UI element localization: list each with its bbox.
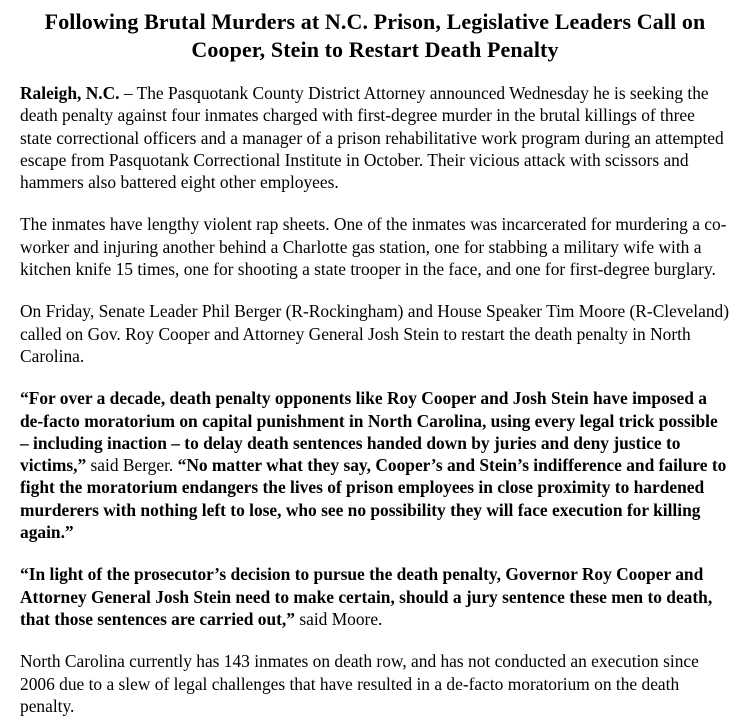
berger-quote-2: “No matter what they say, Cooper’s and Stein’s indifference and failure to fight the moratorium endangers the lives of prison employees in close proximity to hardened murderers with nothing left to lose, who see no possibility they will face execution for killing again.”	[20, 455, 727, 543]
paragraph-intro	[20, 82, 730, 193]
paragraph-rap-sheets	[20, 213, 730, 280]
paragraph-leaders-call-body: On Friday, Senate Leader Phil Berger (R-Rockingham) and House Speaker Tim Moore (R-Cleveland) called on Gov. Roy Cooper and Attorney General Josh Stein to restart the death penalty in North Carolina.	[20, 301, 729, 366]
paragraph-leaders-call	[20, 300, 730, 367]
headline-line-1: Following Brutal Murders at N.C. Prison, Legislative Leaders Call on	[44, 9, 706, 34]
dateline: Raleigh, N.C.	[20, 83, 120, 103]
moore-attribution: said Moore.	[294, 608, 383, 629]
berger-attribution: said Berger.	[86, 455, 178, 476]
headline-line-2: Cooper, Stein to Restart Death Penalty	[191, 37, 559, 62]
headline	[20, 8, 730, 64]
paragraph-rap-sheets-body: The inmates have lengthy violent rap sheets. One of the inmates was incarcerated for murdering a co-worker and injuring another behind a Charlotte gas station, one for stabbing a military wife with a kitchen knife 15 times, one for shooting a state trooper in the face, and one for first-degree burglary.	[20, 214, 727, 280]
moore-quote: “In light of the prosecutor’s decision to pursue the death penalty, Governor Roy Cooper and Attorney General Josh Stein need to make certain, should a jury sentence these men to death, that those sentences are carried out,”	[20, 564, 713, 629]
paragraph-moore-quote	[20, 563, 730, 630]
paragraph-berger-quote	[20, 387, 730, 543]
paragraph-intro-body: – The Pasquotank County District Attorney announced Wednesday he is seeking the death penalty against four inmates charged with first-degree murder in the brutal killings of three state correctional officers and a manager of a prison rehabilitative work program during an attempted escape from Pasquotank Correctional Institute in October. Their vicious attack with scissors and hammers also battered eight other employees.	[20, 83, 724, 193]
berger-quote-1: “For over a decade, death penalty opponents like Roy Cooper and Josh Stein have imposed a de-facto moratorium on capital punishment in North Carolina, using every legal trick possible – including inaction – to delay death sentences handed down by juries and deny justice to victims,”	[20, 388, 718, 476]
paragraph-death-row-stats	[20, 650, 730, 717]
paragraph-death-row-stats-body: North Carolina currently has 143 inmates on death row, and has not conducted an execution since 2006 due to a slew of legal challenges that have resulted in a de-facto moratorium on the death penalty.	[20, 651, 699, 716]
